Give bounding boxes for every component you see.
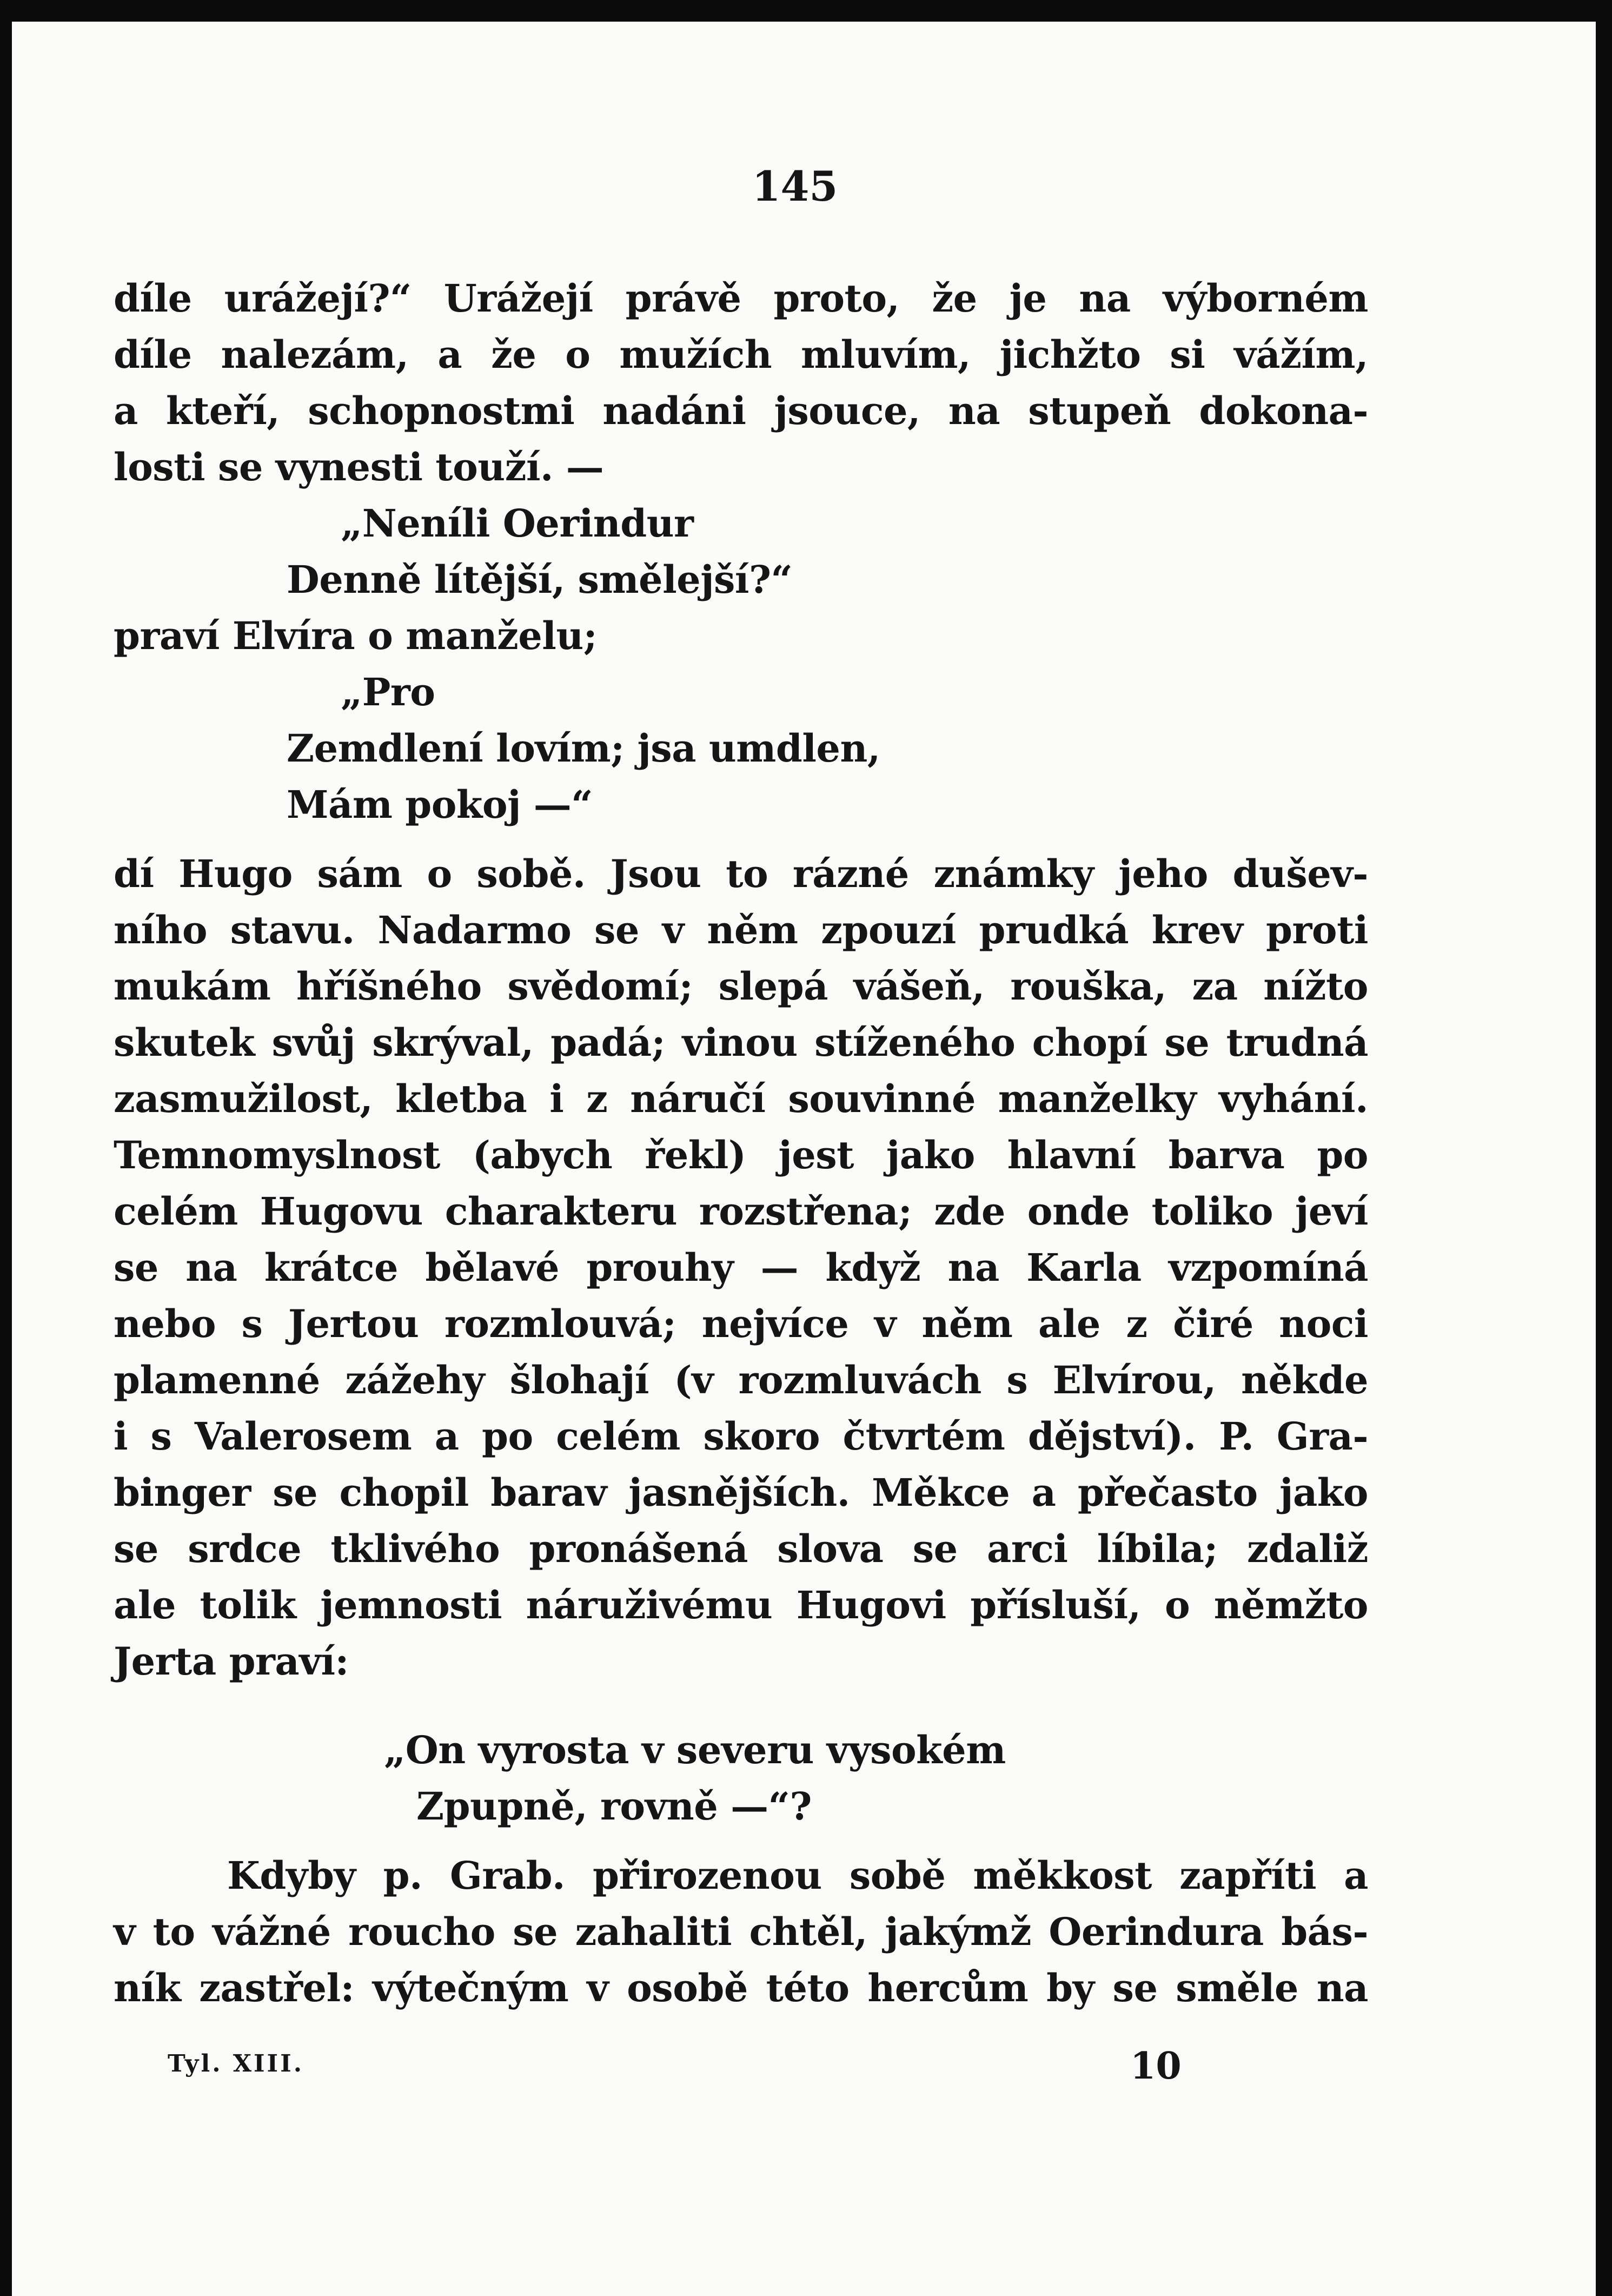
verse-line: Zpupně, rovně —“?: [416, 1784, 812, 1829]
text-line: mukám hříšného svědomí; slepá vášeň, rouška, za nížto: [114, 964, 1368, 1009]
text-line: celém Hugovu charakteru rozstřena; zde onde toliko jeví: [114, 1189, 1368, 1234]
text-line: praví Elvíra o manželu;: [114, 613, 598, 658]
verse-line: Mám pokoj —“: [287, 782, 593, 827]
scan-border-right: [1596, 0, 1612, 2296]
verse-line: „On vyrosta v severu vysokém: [384, 1728, 1006, 1772]
text-line: dí Hugo sám o sobě. Jsou to rázné známky jeho dušev-: [114, 851, 1368, 896]
text-line: se srdce tklivého pronášená slova se arci líbila; zdaliž: [114, 1526, 1368, 1571]
text-line: binger se chopil barav jasnějších. Měkce a přečasto jako: [114, 1470, 1368, 1515]
text-line: ale tolik jemnosti náruživému Hugovi přísluší, o němžto: [114, 1583, 1368, 1627]
scan-border-left: [0, 0, 12, 2296]
text-line: ník zastřel: výtečným v osobě této hercům by se směle na: [114, 1966, 1368, 2010]
text-line: Temnomyslnost (abych řekl) jest jako hlavní barva po: [114, 1133, 1368, 1177]
text-line: ního stavu. Nadarmo se v něm zpouzí prudká krev proti: [114, 908, 1368, 952]
text-line: plamenné zážehy šlohají (v rozmluvách s Elvírou, někde: [114, 1358, 1368, 1402]
verse-line: „Neníli Oerindur: [341, 501, 694, 546]
verse-line: Denně lítější, smělejší?“: [287, 557, 793, 602]
text-line: se na krátce bělavé prouhy — když na Karla vzpomíná: [114, 1245, 1368, 1290]
text-line: a kteří, schopnostmi nadáni jsouce, na stupeň dokona-: [114, 388, 1368, 433]
sheet-number: 10: [1130, 2044, 1182, 2088]
text-line: díle nalezám, a že o mužích mluvím, jichžto si vážím,: [114, 332, 1368, 377]
page-body: [114, 270, 1368, 2016]
text-line: i s Valerosem a po celém skoro čtvrtém dějství). P. Gra-: [114, 1414, 1368, 1459]
verse-line: „Pro: [341, 670, 435, 714]
text-line: díle urážejí?“ Urážejí právě proto, že je na výborném: [114, 276, 1368, 321]
scan-border-top: [0, 0, 1612, 22]
text-line: nebo s Jertou rozmlouvá; nejvíce v něm ale z čiré noci: [114, 1301, 1368, 1346]
page-number: 145: [752, 162, 838, 210]
text-line: Kdyby p. Grab. přirozenou sobě měkkost zapříti a: [227, 1853, 1368, 1898]
printer-signature: Tyl. XIII.: [168, 2050, 304, 2077]
text-line: Jerta praví:: [114, 1639, 349, 1684]
text-line: skutek svůj skrýval, padá; vinou stíženého chopí se trudná: [114, 1020, 1368, 1065]
text-line: v to vážné roucho se zahaliti chtěl, jakýmž Oerindura bás-: [114, 1909, 1368, 1954]
text-line: losti se vynesti touží. —: [114, 445, 604, 489]
verse-line: Zemdlení lovím; jsa umdlen,: [287, 726, 880, 771]
text-line: zasmužilost, kletba i z náručí souvinné manželky vyhání.: [114, 1076, 1368, 1121]
